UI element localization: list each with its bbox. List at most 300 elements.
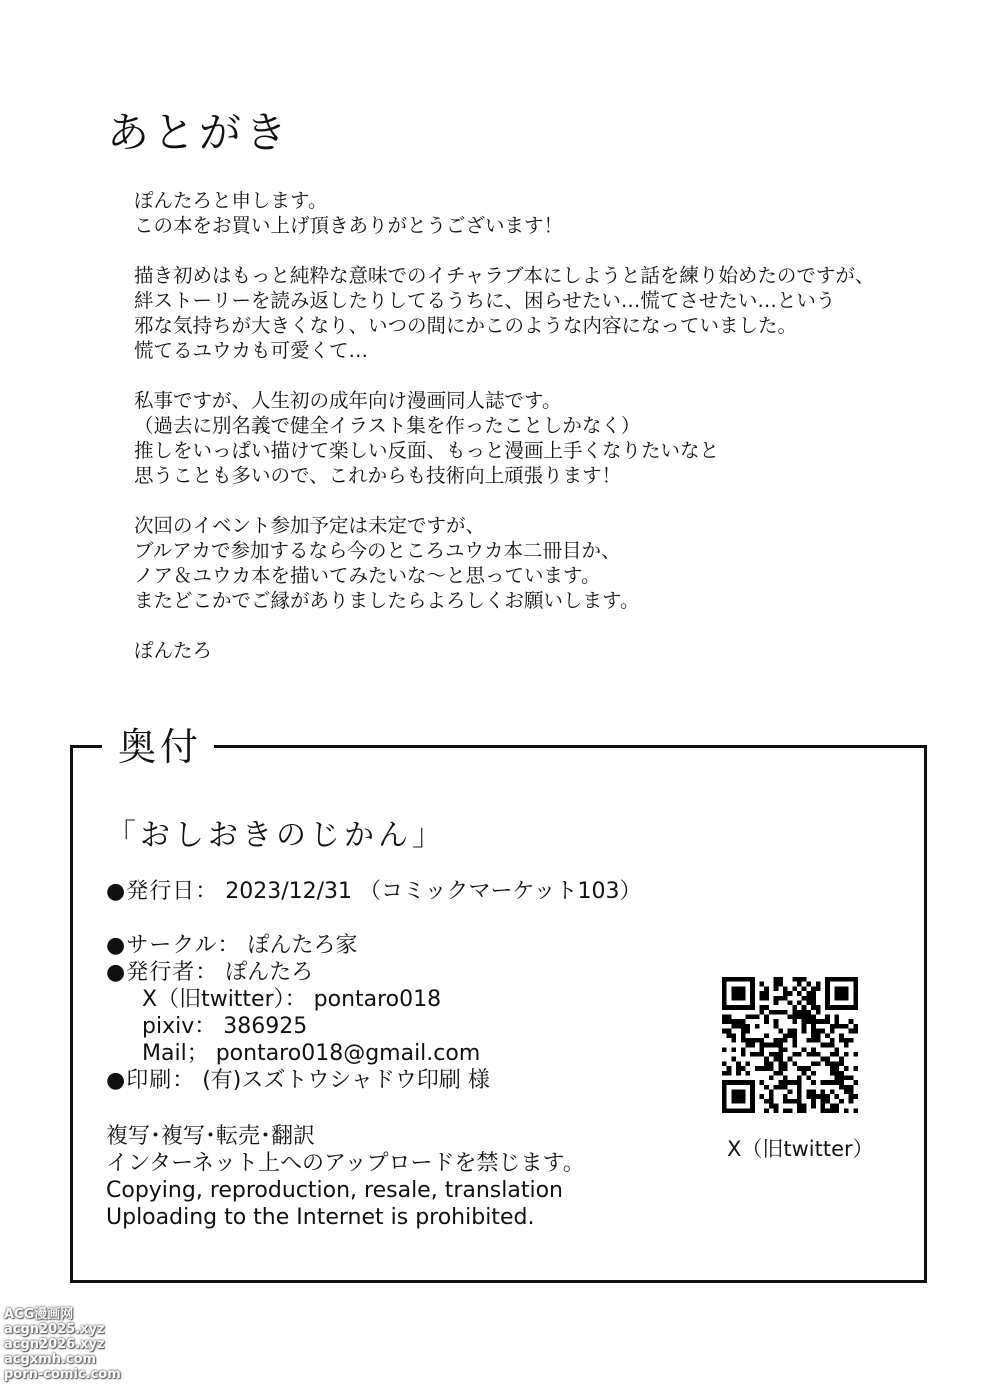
qr-module (816, 1005, 821, 1010)
qr-module (745, 1108, 750, 1113)
qr-module (736, 1080, 741, 1085)
qr-module (844, 991, 849, 996)
qr-module (802, 1029, 807, 1034)
qr-module (802, 1015, 807, 1020)
qr-module (731, 1033, 736, 1038)
qr-module (750, 1094, 755, 1099)
qr-module (825, 977, 830, 982)
qr-module (835, 1061, 840, 1066)
mail-address: pontaro018@gmail.com (215, 1041, 481, 1066)
qr-module (835, 991, 840, 996)
qr-module (750, 1000, 755, 1005)
qr-module (760, 1052, 765, 1057)
qr-module (825, 996, 830, 1001)
qr-module (764, 1015, 769, 1020)
qr-module (844, 1090, 849, 1095)
qr-module (778, 1071, 783, 1076)
qr-module (792, 1005, 797, 1010)
circle-row (106, 932, 490, 959)
qr-module (797, 991, 802, 996)
qr-module (750, 1052, 755, 1057)
qr-module (792, 986, 797, 991)
qr-module (811, 991, 816, 996)
afterword-paragraph (134, 263, 954, 363)
watermark-line: acgn2026.xyz (4, 1337, 105, 1352)
qr-module (849, 1019, 854, 1024)
issue-date-row (106, 878, 641, 905)
qr-module (816, 1094, 821, 1099)
qr-module (727, 1019, 732, 1024)
text-line: またどこかでご縁がありましたらよろしくお願いします。 (134, 589, 640, 612)
qr-module (816, 1019, 821, 1024)
qr-module (741, 1038, 746, 1043)
qr-module (778, 1043, 783, 1048)
qr-module (792, 1080, 797, 1085)
qr-module (830, 1052, 835, 1057)
qr-module (760, 1066, 765, 1071)
qr-module (806, 1066, 811, 1071)
text-line: 推しをいっぱい描けて楽しい反面、もっと漫画上手くなりたいなと (134, 439, 720, 462)
qr-module (844, 1066, 849, 1071)
qr-module (736, 1019, 741, 1024)
qr-module (745, 977, 750, 982)
qr-module (745, 1015, 750, 1020)
qr-module (797, 982, 802, 987)
qr-module (783, 1094, 788, 1099)
qr-module (769, 1099, 774, 1104)
qr-module (783, 1047, 788, 1052)
qr-module (835, 1104, 840, 1109)
qr-module (844, 1024, 849, 1029)
qr-module (741, 996, 746, 1001)
qr-module (788, 991, 793, 996)
afterword-title: あとがき (107, 108, 292, 157)
qr-module (792, 977, 797, 982)
publisher-name: ぽんたろ (225, 960, 314, 985)
qr-module (853, 1080, 858, 1085)
qr-module (844, 1075, 849, 1080)
qr-module (811, 1080, 816, 1085)
qr-module (764, 1033, 769, 1038)
qr-module (797, 1000, 802, 1005)
qr-module (820, 1099, 825, 1104)
qr-module (760, 996, 765, 1001)
qr-module (727, 1071, 732, 1076)
qr-module (839, 1099, 844, 1104)
qr-module (839, 1080, 844, 1085)
qr-module (764, 1057, 769, 1062)
qr-module (774, 977, 779, 982)
qr-module (797, 1015, 802, 1020)
qr-module (839, 1085, 844, 1090)
publication-info (106, 932, 490, 1094)
qr-module (835, 1015, 840, 1020)
qr-module (774, 982, 779, 987)
qr-module (783, 1061, 788, 1066)
qr-module (755, 1052, 760, 1057)
qr-module (844, 1108, 849, 1113)
qr-module (764, 986, 769, 991)
qr-module (816, 1052, 821, 1057)
author-signature: ぽんたろ (134, 639, 213, 662)
qr-module (820, 1057, 825, 1062)
qr-module (806, 1038, 811, 1043)
qr-module (811, 1047, 816, 1052)
qr-module (741, 1029, 746, 1034)
qr-module (839, 1024, 844, 1029)
qr-module (722, 1015, 727, 1020)
printer-label: ●印刷： (106, 1068, 196, 1093)
qr-module (825, 986, 830, 991)
qr-module (760, 1005, 765, 1010)
qr-module (820, 1019, 825, 1024)
qr-module (797, 1066, 802, 1071)
qr-module (835, 1075, 840, 1080)
qr-module (774, 986, 779, 991)
qr-module (797, 977, 802, 982)
qr-module (797, 1104, 802, 1109)
qr-module (750, 1005, 755, 1010)
qr-module (727, 1015, 732, 1020)
qr-module (760, 1094, 765, 1099)
qr-module (835, 1108, 840, 1113)
qr-module (853, 1005, 858, 1010)
qr-module (769, 1010, 774, 1015)
qr-module (769, 1075, 774, 1080)
qr-module (760, 1038, 765, 1043)
qr-module (835, 1071, 840, 1076)
qr-module (835, 1019, 840, 1024)
afterword-paragraph (134, 188, 954, 238)
qr-module (816, 1010, 821, 1015)
qr-module (760, 982, 765, 987)
qr-module (802, 1071, 807, 1076)
qr-module (741, 1052, 746, 1057)
qr-module (745, 1080, 750, 1085)
text-line: 思うことも多いので、これからも技術向上頑張ります！ (134, 464, 622, 487)
qr-module (736, 1094, 741, 1099)
qr-module (797, 1075, 802, 1080)
notice-line: 複写･複写･転売･翻訳 (106, 1124, 316, 1149)
qr-module (783, 1066, 788, 1071)
qr-module (853, 986, 858, 991)
qr-module (745, 1061, 750, 1066)
qr-module (844, 1052, 849, 1057)
qr-module (839, 1061, 844, 1066)
qr-module (783, 1075, 788, 1080)
qr-module (731, 1047, 736, 1052)
qr-module (774, 1052, 779, 1057)
qr-module (811, 1038, 816, 1043)
qr-module (741, 1080, 746, 1085)
qr-module (792, 1052, 797, 1057)
qr-module (783, 1080, 788, 1085)
qr-module (741, 991, 746, 996)
qr-module (835, 1005, 840, 1010)
qr-module (802, 1066, 807, 1071)
qr-module (797, 1010, 802, 1015)
qr-module (722, 977, 727, 982)
qr-module (788, 1099, 793, 1104)
qr-module (750, 1043, 755, 1048)
qr-module (727, 1066, 732, 1071)
qr-module (825, 1005, 830, 1010)
qr-module (736, 996, 741, 1001)
qr-module (839, 977, 844, 982)
notice-line: Copying, reproduction, resale, translation (106, 1178, 563, 1203)
text-line: ノア＆ユウカ本を描いてみたいな～と思っています。 (134, 564, 601, 587)
qr-module (764, 1019, 769, 1024)
qr-module (769, 1043, 774, 1048)
qr-module (750, 996, 755, 1001)
qr-module (736, 991, 741, 996)
text-line: 慌てるユウカも可愛くて… (134, 339, 369, 362)
watermark-line: ACG漫画网 (4, 1307, 74, 1322)
watermark-line: acgxmh.com (4, 1352, 97, 1367)
qr-module (778, 1057, 783, 1062)
qr-module (806, 996, 811, 1001)
qr-module (820, 1094, 825, 1099)
qr-module (731, 991, 736, 996)
qr-module (727, 1033, 732, 1038)
qr-module (722, 1099, 727, 1104)
qr-module (722, 1005, 727, 1010)
qr-module (825, 1108, 830, 1113)
afterword-paragraph (134, 388, 954, 488)
qr-module (849, 1075, 854, 1080)
qr-module (750, 982, 755, 987)
qr-module (750, 1104, 755, 1109)
qr-module (727, 977, 732, 982)
qr-module (825, 1061, 830, 1066)
qr-module (760, 1010, 765, 1015)
qr-module (839, 1038, 844, 1043)
qr-module (825, 1000, 830, 1005)
qr-module (830, 1061, 835, 1066)
qr-module (731, 1108, 736, 1113)
qr-module (722, 1090, 727, 1095)
qr-module (853, 996, 858, 1001)
qr-module (722, 1108, 727, 1113)
qr-module (830, 1029, 835, 1034)
qr-module (778, 1066, 783, 1071)
afterword-paragraph (134, 513, 954, 613)
x-account-handle: pontaro018 (313, 987, 442, 1012)
qr-module (755, 1066, 760, 1071)
qr-module (830, 1104, 835, 1109)
qr-module (839, 1071, 844, 1076)
publisher-row (106, 959, 490, 986)
qr-module (811, 1005, 816, 1010)
qr-module (849, 1085, 854, 1090)
qr-module (722, 1000, 727, 1005)
qr-module (853, 982, 858, 987)
qr-module (750, 1080, 755, 1085)
qr-module (797, 1080, 802, 1085)
qr-module (806, 1052, 811, 1057)
qr-module (760, 1047, 765, 1052)
x-account-row (106, 986, 490, 1013)
qr-module (727, 1108, 732, 1113)
qr-module (778, 1052, 783, 1057)
qr-module (750, 977, 755, 982)
qr-module (816, 986, 821, 991)
qr-module (741, 977, 746, 982)
qr-module (825, 1043, 830, 1048)
qr-module (722, 1094, 727, 1099)
qr-module (722, 1080, 727, 1085)
text-line: この本をお買い上げ頂きありがとうございます！ (134, 214, 564, 237)
qr-module (760, 1080, 765, 1085)
qr-module (839, 1057, 844, 1062)
qr-module (806, 1015, 811, 1020)
qr-module (750, 991, 755, 996)
qr-module (830, 1071, 835, 1076)
qr-module (839, 986, 844, 991)
qr-module (741, 1094, 746, 1099)
qr-module (844, 986, 849, 991)
qr-module (778, 1038, 783, 1043)
qr-module (741, 1066, 746, 1071)
qr-module (774, 1108, 779, 1113)
qr-module (774, 1057, 779, 1062)
publisher-label: ●発行者： (106, 960, 219, 985)
qr-module (722, 1085, 727, 1090)
qr-module (736, 1005, 741, 1010)
qr-module (783, 1099, 788, 1104)
qr-module (811, 1104, 816, 1109)
qr-module (835, 1094, 840, 1099)
qr-module (802, 1010, 807, 1015)
qr-module (778, 982, 783, 987)
text-line: 次回のイベント参加予定は未定ですが、 (134, 514, 486, 537)
qr-module (835, 986, 840, 991)
qr-module (825, 1080, 830, 1085)
qr-module (741, 1033, 746, 1038)
text-line: 邪な気持ちが大きくなり、いつの間にかこのような内容になっていました。 (134, 314, 798, 337)
qr-module (741, 1005, 746, 1010)
qr-module (774, 1104, 779, 1109)
qr-module (825, 1015, 830, 1020)
qr-module (792, 1015, 797, 1020)
qr-module (736, 1090, 741, 1095)
qr-module (764, 1085, 769, 1090)
qr-module (830, 1108, 835, 1113)
qr-module (764, 1005, 769, 1010)
qr-module (811, 1019, 816, 1024)
text-line: ぽんたろと申します。 (134, 189, 328, 212)
qr-module (774, 996, 779, 1001)
qr-module (802, 1005, 807, 1010)
qr-module (727, 1029, 732, 1034)
qr-module (745, 1005, 750, 1010)
qr-module (835, 996, 840, 1001)
qr-module (731, 1094, 736, 1099)
qr-module (802, 1019, 807, 1024)
qr-module (820, 1029, 825, 1034)
qr-module (853, 991, 858, 996)
qr-module (783, 1033, 788, 1038)
mail-row (106, 1040, 490, 1067)
qr-module (731, 1057, 736, 1062)
qr-module (736, 1024, 741, 1029)
qr-module (816, 1033, 821, 1038)
qr-module (731, 977, 736, 982)
copyright-notice (106, 1123, 585, 1231)
x-account-label: X（旧twitter）： (142, 987, 307, 1012)
qr-module (788, 1000, 793, 1005)
qr-module (802, 977, 807, 982)
qr-module (722, 986, 727, 991)
qr-module (825, 1057, 830, 1062)
qr-module (755, 1024, 760, 1029)
qr-module (839, 1005, 844, 1010)
qr-module (802, 1024, 807, 1029)
qr-module (778, 1047, 783, 1052)
qr-module (811, 1094, 816, 1099)
qr-module (731, 996, 736, 1001)
qr-module (783, 996, 788, 1001)
qr-module (849, 1038, 854, 1043)
qr-module (811, 986, 816, 991)
qr-module (727, 1005, 732, 1010)
qr-module (783, 986, 788, 991)
qr-module (750, 1099, 755, 1104)
mail-label: Mail； (142, 1041, 209, 1066)
qr-module (853, 1094, 858, 1099)
qr-module (811, 1090, 816, 1095)
qr-module (844, 977, 849, 982)
text-line: 私事ですが、人生初の成年向け漫画同人誌です。 (134, 389, 562, 412)
qr-module (764, 1061, 769, 1066)
qr-module (783, 1085, 788, 1090)
qr-module (825, 1033, 830, 1038)
qr-module (797, 1090, 802, 1095)
qr-module (802, 986, 807, 991)
qr-module (811, 1052, 816, 1057)
qr-module (722, 1019, 727, 1024)
qr-module (745, 1029, 750, 1034)
qr-module (802, 1104, 807, 1109)
qr-module (769, 1094, 774, 1099)
qr-module (788, 1015, 793, 1020)
text-line: 描き初めはもっと純粋な意味でのイチャラブ本にしようと話を練り始めたのですが、 (134, 264, 875, 287)
qr-module (835, 1066, 840, 1071)
qr-module (797, 1052, 802, 1057)
qr-module (774, 1038, 779, 1043)
qr-module (811, 1071, 816, 1076)
qr-module (731, 1005, 736, 1010)
qr-module (778, 1085, 783, 1090)
qr-module (830, 1043, 835, 1048)
issue-date-value: 2023/12/31 （コミックマーケット103） (225, 879, 642, 904)
qr-module (835, 1024, 840, 1029)
qr-module (816, 1061, 821, 1066)
qr-module (788, 1029, 793, 1034)
qr-module (792, 1099, 797, 1104)
qr-module (839, 1075, 844, 1080)
qr-caption: X（旧twitter） (727, 1137, 874, 1161)
qr-module (849, 1005, 854, 1010)
qr-module (825, 1019, 830, 1024)
qr-module (835, 977, 840, 982)
afterword-body (134, 188, 954, 663)
qr-module (722, 996, 727, 1001)
qr-module (802, 1047, 807, 1052)
qr-module (731, 1024, 736, 1029)
qr-module (806, 1075, 811, 1080)
qr-module (722, 1047, 727, 1052)
